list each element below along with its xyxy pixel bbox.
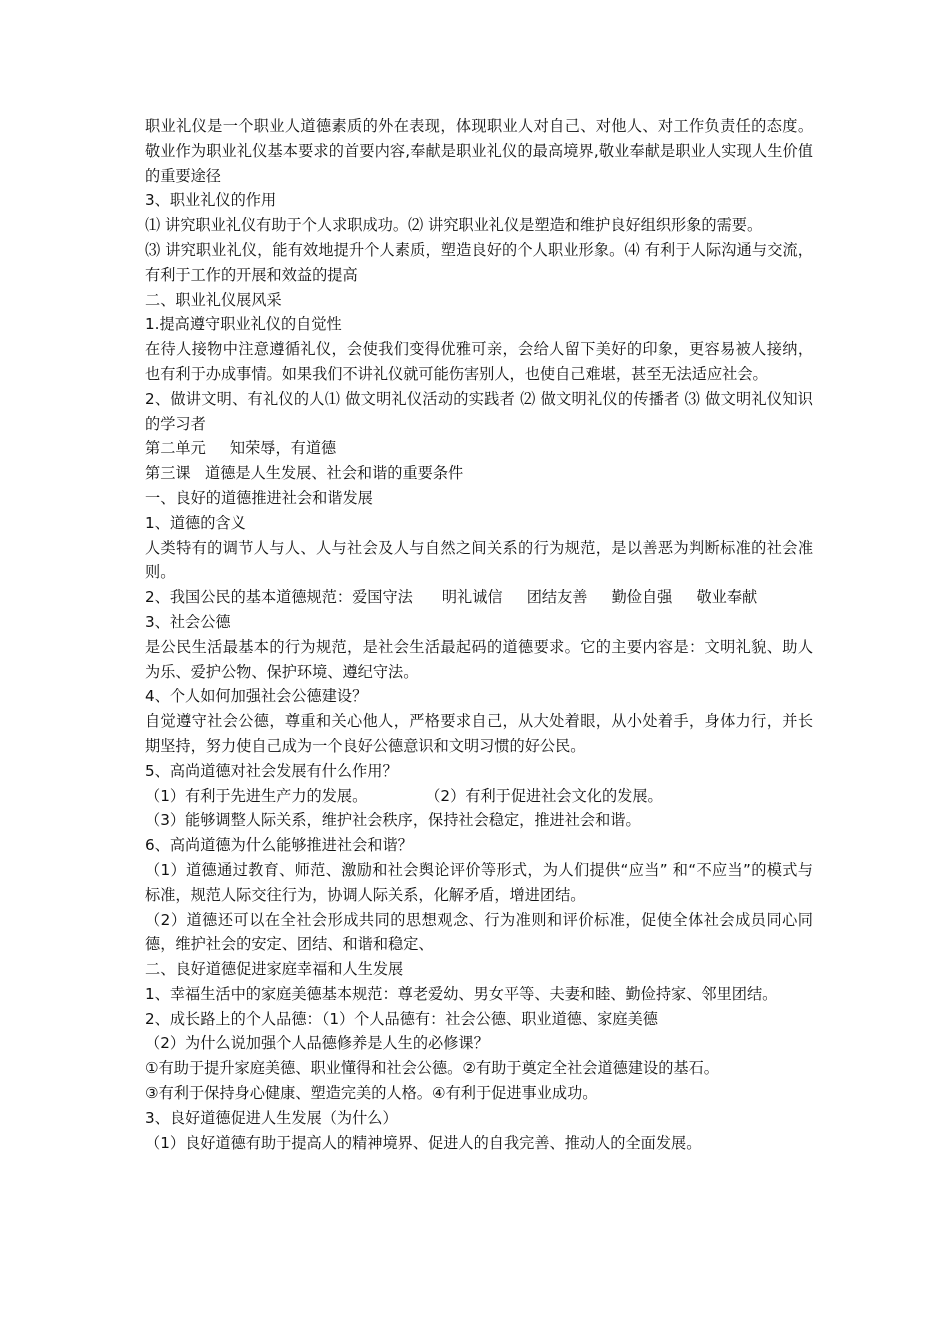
- paragraph-family-virtues: 1、幸福生活中的家庭美德基本规范：尊老爱幼、男女平等、夫妻和睦、勤俭持家、邻里团结。: [145, 984, 778, 1003]
- paragraph-etiquette-role-3-4: ⑶ 讲究职业礼仪，能有效地提升个人素质，塑造良好的个人职业形象。⑷ 有利于人际沟通与交流，有利于工作的开展和效益的提高: [145, 240, 813, 284]
- heading-strengthen-morality: 4、个人如何加强社会公德建设？: [145, 687, 368, 706]
- heading-awareness: 1.提高遵守职业礼仪的自觉性: [145, 315, 342, 334]
- list-item-benefits-3-4: ③有利于保持身心健康、塑造完美的人格。④有利于促进事业成功。: [145, 1084, 598, 1103]
- paragraph-strengthen-morality: 自觉遵守社会公德，尊重和关心他人，严格要求自己，从大处着眼，从小处着手，身体力行，并长期坚持，努力使自己成为一个良好公德意识和文明习惯的好公民。: [145, 712, 813, 755]
- heading-lesson-three: 第三课 道德是人生发展、社会和谐的重要条件: [145, 464, 464, 483]
- paragraph-morality-meaning: 人类特有的调节人与人、人与社会及人与自然之间关系的行为规范，是以善恶为判断标准的社会准则。: [145, 538, 813, 582]
- list-item-effect-3: （3）能够调整人际关系，维护社会秩序，保持社会稳定，推进社会和谐。: [145, 811, 641, 830]
- heading-etiquette-role: 3、职业礼仪的作用: [145, 191, 277, 210]
- list-item-why-harmony-1: （1）道德通过教育、师范、激励和社会舆论评价等形式，为人们提供“应当” 和“不应当”的模式与标准，规范人际交往行为，协调人际关系，化解矛盾，增进团结。: [145, 860, 813, 904]
- list-item-effect-1-2: （1）有利于先进生产力的发展。 （2）有利于促进社会文化的发展。: [145, 786, 663, 805]
- list-item-life-development-1: （1）良好道德有助于提高人的精神境界、促进人的自我完善、推动人的全面发展。: [145, 1133, 702, 1152]
- paragraph-civilized-person: 2、做讲文明、有礼仪的人⑴ 做文明礼仪活动的实践者 ⑵ 做文明礼仪的传播者 ⑶ 做文明礼仪知识的学习者: [145, 389, 813, 433]
- heading-morality-harmony: 一、良好的道德推进社会和谐发展: [145, 488, 373, 507]
- paragraph-professional-etiquette-intro: 职业礼仪是一个职业人道德素质的外在表现，体现职业人对自己、对他人、对工作负责任的态度。敬业作为职业礼仪基本要求的首要内容,奉献是职业礼仪的最高境界,敬业奉献是职业人实现人生价值的重要途径: [145, 117, 813, 185]
- heading-family-happiness: 二、良好道德促进家庭幸福和人生发展: [145, 960, 404, 979]
- heading-why-harmony: 6、高尚道德为什么能够推进社会和谐？: [145, 836, 413, 855]
- paragraph-basic-norms: 2、我国公民的基本道德规范：爱国守法 明礼诚信 团结友善 勤俭自强 敬业奉献: [145, 588, 758, 607]
- document-body: [145, 114, 813, 1155]
- list-item-required-course: （2）为什么说加强个人品德修养是人生的必修课？: [145, 1034, 489, 1053]
- paragraph-etiquette-role-1-2: ⑴ 讲究职业礼仪有助于个人求职成功。⑵ 讲究职业礼仪是塑造和维护良好组织形象的需要。: [145, 216, 763, 235]
- paragraph-awareness: 在待人接物中注意遵循礼仪，会使我们变得优雅可亲，会给人留下美好的印象，更容易被人接纳，也有利于办成事情。如果我们不讲礼仪就可能伤害别人，也使自己难堪，甚至无法适应社会。: [145, 340, 813, 383]
- heading-social-morality: 3、社会公德: [145, 612, 231, 631]
- heading-unit-two: 第二单元 知荣辱，有道德: [145, 439, 337, 458]
- heading-section-two: 二、职业礼仪展风采: [145, 290, 282, 309]
- heading-noble-morality-effect: 5、高尚道德对社会发展有什么作用？: [145, 761, 398, 780]
- list-item-benefits-1-2: ①有助于提升家庭美德、职业懂得和社会公德。②有助于奠定全社会道德建设的基石。: [145, 1059, 719, 1078]
- list-item-why-harmony-2: （2）道德还可以在全社会形成共同的思想观念、行为准则和评价标准，促使全体社会成员同心同德，维护社会的安定、团结、和谐和稳定、: [145, 910, 813, 954]
- paragraph-social-morality: 是公民生活最基本的行为规范，是社会生活最起码的道德要求。它的主要内容是：文明礼貌、助人为乐、爱护公物、保护环境、遵纪守法。: [145, 637, 813, 681]
- paragraph-personal-character: 2、成长路上的个人品德：（1）个人品德有：社会公德、职业道德、家庭美德: [145, 1009, 658, 1028]
- heading-morality-meaning: 1、道德的含义: [145, 513, 246, 532]
- heading-life-development: 3、良好道德促进人生发展（为什么）: [145, 1108, 398, 1127]
